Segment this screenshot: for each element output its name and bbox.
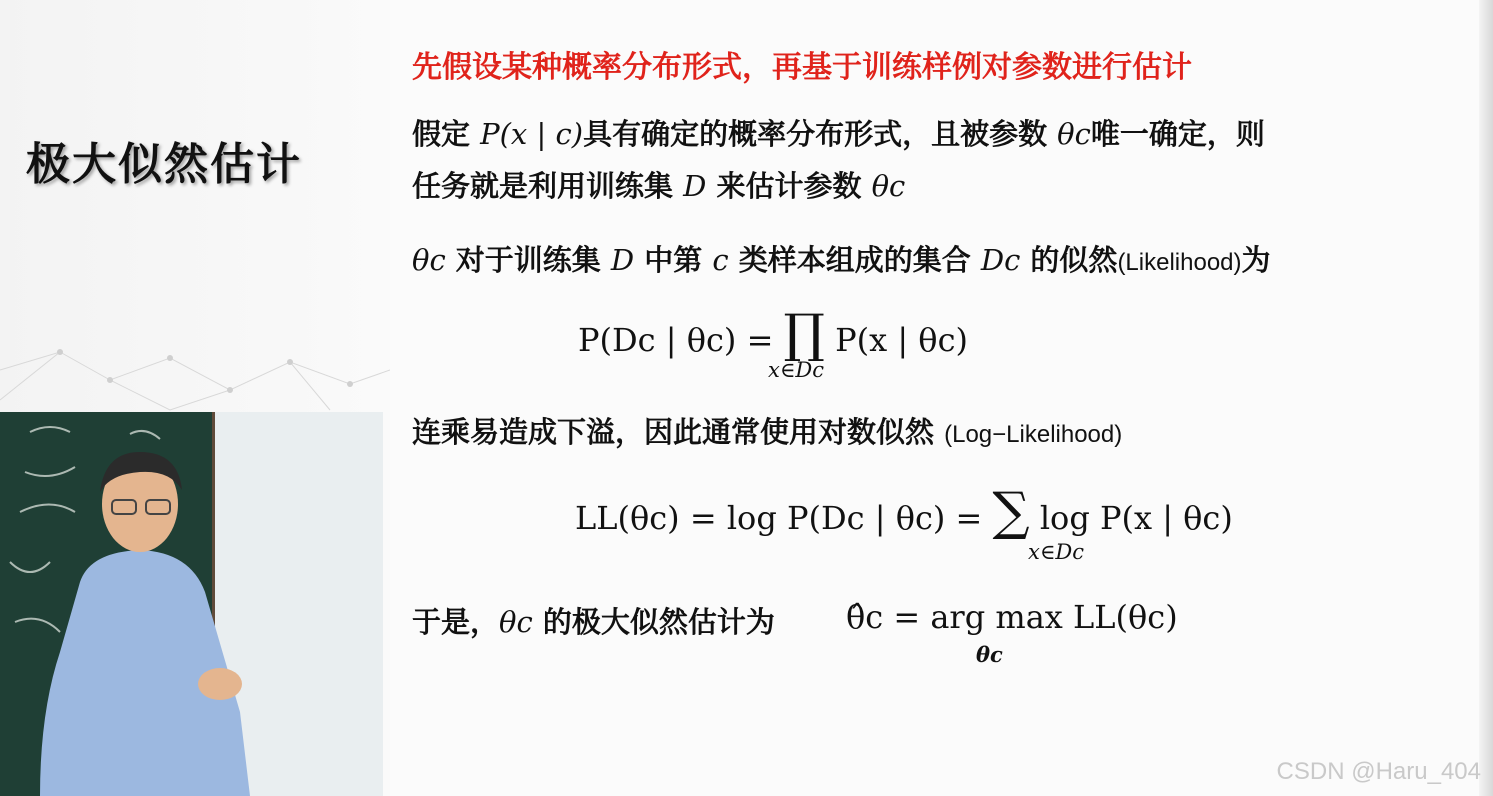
para1-text4: 任务就是利用训练集 xyxy=(412,169,684,203)
para3-text1: 连乘易造成下溢，因此通常使用对数似然 xyxy=(412,415,945,449)
slide-subtitle: 先假设某种概率分布形式，再基于训练样例对参数进行估计 xyxy=(412,50,1192,85)
lecturer-figure xyxy=(0,412,383,796)
eq2-lhs: LL(θc) = log P(Dc | θc) = xyxy=(575,499,983,537)
para1-line1 xyxy=(412,112,1265,153)
para1-math3: D xyxy=(683,169,707,203)
equation-likelihood xyxy=(578,304,968,364)
eq1-under: x∈Dc xyxy=(768,358,824,382)
para2-likelihood: (Likelihood) xyxy=(1117,249,1242,276)
product-symbol: ∏ xyxy=(783,304,825,364)
para2-text4: 的似然 xyxy=(1020,243,1118,277)
eq1-lhs: P(Dc | θc) = xyxy=(578,321,774,359)
para4-line xyxy=(412,600,775,641)
para1-text1: 假定 xyxy=(412,117,481,151)
para2-math1: θc xyxy=(412,243,446,277)
para1-math2: θc xyxy=(1057,117,1091,151)
para1-text5: 来估计参数 xyxy=(706,169,872,203)
para1-math1: P(x | c) xyxy=(480,117,584,151)
eq2-rhs: log P(x | θc) xyxy=(1039,499,1233,537)
para2-text3: 类样本组成的集合 xyxy=(728,243,981,277)
para4-text2: 的极大似然估计为 xyxy=(532,605,775,639)
para2-math4: Dc xyxy=(980,243,1021,277)
sum-symbol: ∑ xyxy=(992,482,1030,542)
para2-text2: 中第 xyxy=(634,243,713,277)
para4-text1: 于是， xyxy=(412,605,500,639)
eq3-under: θc xyxy=(976,642,1003,667)
para1-line2 xyxy=(412,164,905,205)
network-decoration xyxy=(0,340,390,420)
eq1-rhs: P(x | θc) xyxy=(835,321,968,359)
equation-log-likelihood xyxy=(575,482,1233,542)
watermark: CSDN @Haru_404 xyxy=(1276,758,1481,785)
para1-math4: θc xyxy=(871,169,906,203)
para2-text6: 为 xyxy=(1241,243,1271,277)
para2-text1: 对于训练集 xyxy=(445,243,611,277)
para1-text3: 唯一确定，则 xyxy=(1090,117,1265,151)
para2-math3: c xyxy=(712,243,729,277)
equation-mle: θ̂c = arg max LL(θc) xyxy=(846,598,1178,636)
right-edge-shadow xyxy=(1479,0,1493,796)
eq2-under: x∈Dc xyxy=(1028,540,1084,564)
slide-title: 极大似然估计 xyxy=(26,139,302,190)
lecturer-video xyxy=(0,412,383,796)
para2-math2: D xyxy=(610,243,635,277)
para2-line xyxy=(412,238,1271,279)
para3-loglikelihood: (Log−Likelihood) xyxy=(944,421,1123,448)
para1-text2: 具有确定的概率分布形式，且被参数 xyxy=(583,117,1058,151)
para4-math1: θc xyxy=(499,605,533,639)
para3-line xyxy=(412,410,1122,451)
